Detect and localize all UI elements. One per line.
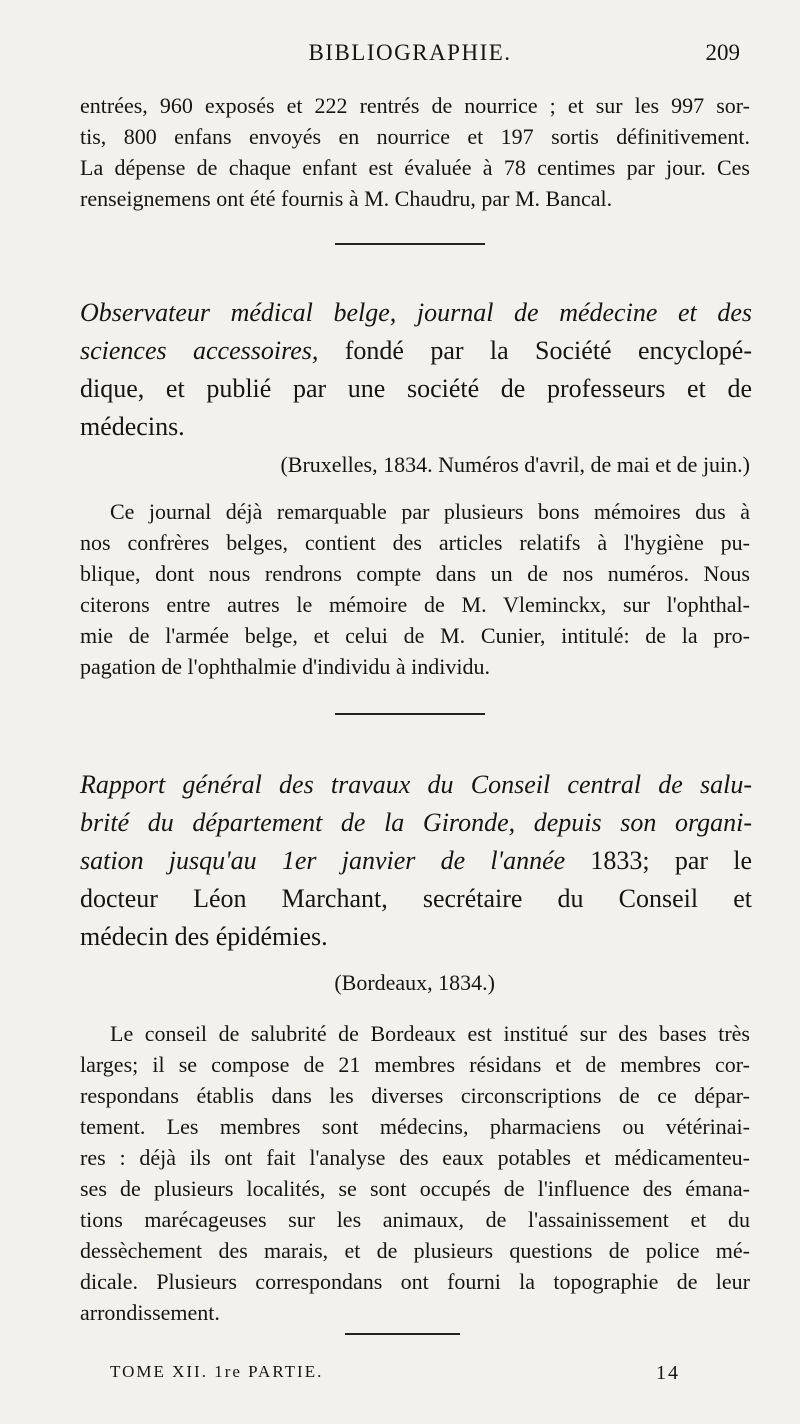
text-line: mie de l'armée belge, et celui de M. Cunier, intitulé: de la pro- <box>80 623 750 648</box>
section-divider <box>335 243 485 245</box>
title-line: dique, et publié par une société de professeurs et de <box>80 374 752 403</box>
entry-title <box>80 766 752 956</box>
title-line: Observateur médical belge, journal de médecine et des <box>80 298 752 327</box>
footer-divider <box>345 1333 460 1335</box>
paragraph-continuation <box>80 90 750 214</box>
text-line: tement. Les membres sont médecins, pharmaciens ou vétérinai- <box>80 1114 750 1139</box>
text-line: blique, dont nous rendrons compte dans un de nos numéros. Nous <box>80 561 750 586</box>
text-line: pagation de l'ophthalmie d'individu à individu. <box>80 654 490 679</box>
text-line: dessèchement des marais, et de plusieurs questions de police mé- <box>80 1238 750 1263</box>
running-header <box>80 40 740 74</box>
entry-body <box>80 1018 750 1328</box>
entry-imprint: (Bruxelles, 1834. Numéros d'avril, de mai et de juin.) <box>280 452 750 477</box>
text-line: renseignemens ont été fournis à M. Chaudru, par M. Bancal. <box>80 186 613 211</box>
signature-mark: 14 <box>656 1362 680 1384</box>
page-footer <box>110 1362 680 1382</box>
text-line: entrées, 960 exposés et 222 rentrés de nourrice ; et sur les 997 sor- <box>80 93 750 118</box>
title-line: médecins. <box>80 412 185 441</box>
text-line: nos confrères belges, contient des articles relatifs à l'hygiène pu- <box>80 530 750 555</box>
text-line: citerons entre autres le mémoire de M. Vleminckx, sur l'ophthal- <box>80 592 750 617</box>
entry-imprint: (Bordeaux, 1834.) <box>334 970 495 995</box>
text-line: respondans établis dans les diverses circonscriptions de ce dépar- <box>80 1083 750 1108</box>
text-line: Le conseil de salubrité de Bordeaux est institué sur des bases très <box>110 1021 750 1046</box>
text-line: tis, 800 enfans envoyés en nourrice et 197 sortis définitivement. <box>80 124 750 149</box>
page-number: 209 <box>705 40 740 65</box>
text-line: res : déjà ils ont fait l'analyse des eaux potables et médicamenteu- <box>80 1145 750 1170</box>
title-line: médecin des épidémies. <box>80 922 328 951</box>
text-line: Ce journal déjà remarquable par plusieurs bons mémoires dus à <box>110 499 750 524</box>
entry-body <box>80 496 750 682</box>
text-line: larges; il se compose de 21 membres résidans et de membres cor- <box>80 1052 750 1077</box>
text-line: dicale. Plusieurs correspondans ont fourni la topographie de leur <box>80 1269 750 1294</box>
title-line: brité du département de la Gironde, depuis son organi- <box>80 808 752 837</box>
text-line: arrondissement. <box>80 1300 220 1325</box>
text-line: La dépense de chaque enfant est évaluée à 78 centimes par jour. Ces <box>80 155 750 180</box>
entry-title <box>80 294 752 446</box>
title-line: sation jusqu'au 1er janvier de l'année 1833; par le <box>80 846 752 875</box>
section-divider <box>335 713 485 715</box>
running-title: BIBLIOGRAPHIE. <box>308 40 512 65</box>
title-line: sciences accessoires, fondé par la Société encyclopé- <box>80 336 752 365</box>
text-line: ses de plusieurs localités, se sont occupés de l'influence des émana- <box>80 1176 750 1201</box>
text-line: tions marécageuses sur les animaux, de l'assainissement et du <box>80 1207 750 1232</box>
title-line: Rapport général des travaux du Conseil central de salu- <box>80 770 752 799</box>
volume-note: TOME XII. 1re PARTIE. <box>110 1362 324 1381</box>
title-line: docteur Léon Marchant, secrétaire du Conseil et <box>80 884 752 913</box>
